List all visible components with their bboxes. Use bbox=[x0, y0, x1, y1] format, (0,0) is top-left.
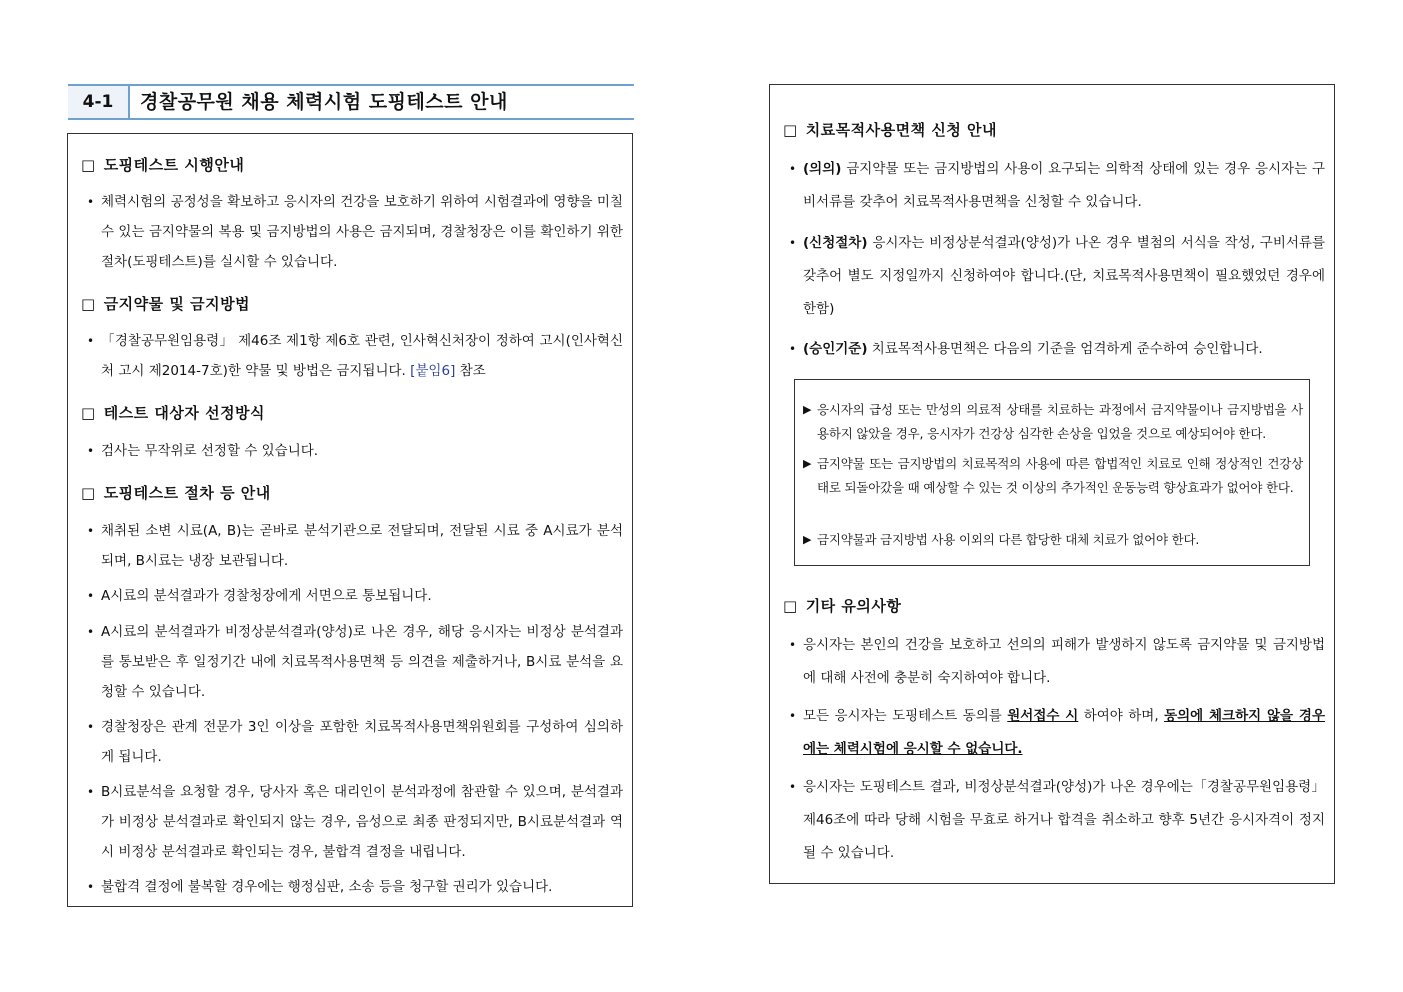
item-label: (의의) bbox=[803, 161, 842, 177]
checkbox-square-icon: □ bbox=[81, 295, 96, 313]
triangle-bullet-icon: ▶ bbox=[803, 457, 812, 470]
criteria-item: ▶ 응시자의 급성 또는 만성의 의료적 상태를 치료하는 과정에서 금지약물이나 금지방법을 사용하지 않았을 경우, 응시자가 건강상 심각한 손상을 입었을 것으로 예상되어야 한다. bbox=[803, 398, 1303, 446]
bullet-icon: • bbox=[87, 524, 95, 538]
list-item: • 응시자는 도핑테스트 결과, 비정상분석결과(양성)가 나온 경우에는「경찰공무원임용령」제46조에 따라 당해 시험을 무효로 하거나 합격을 취소하고 향후 5년간 응시자격이 정지 될 수 있습니다. bbox=[803, 771, 1325, 870]
attachment-reference: [붙임6] bbox=[410, 363, 456, 379]
emphasis-underline: 원서접수 시 bbox=[1007, 708, 1079, 724]
bullet-icon: • bbox=[789, 236, 797, 250]
list-item: • 체력시험의 공정성을 확보하고 응시자의 건강을 보호하기 위하여 시험결과에 영향을 미칠 수 있는 금지약물의 복용 및 금지방법의 사용은 금지되며, 경찰청장은 이를 확인하기 위한 절차(도핑테스트)를 실시할 수 있습니다. bbox=[101, 187, 623, 277]
criteria-item: ▶ 금지약물 또는 금지방법의 치료목적의 사용에 따른 합법적인 치료로 인해 정상적인 건강상태로 되돌아갔을 때 예상할 수 있는 것 이상의 추가적인 운동능력 향상효과가 없어야 한다. bbox=[803, 452, 1303, 500]
bullet-icon: • bbox=[87, 880, 95, 894]
list-item: • (의의) 금지약물 또는 금지방법의 사용이 요구되는 의학적 상태에 있는 경우 응시자는 구비서류를 갖추어 치료목적사용면책을 신청할 수 있습니다. bbox=[803, 153, 1325, 219]
bullet-icon: • bbox=[789, 780, 797, 794]
bullet-icon: • bbox=[789, 638, 797, 652]
bullet-icon: • bbox=[87, 720, 95, 734]
triangle-bullet-icon: ▶ bbox=[803, 533, 812, 546]
list-item: • 채취된 소변 시료(A, B)는 곧바로 분석기관으로 전달되며, 전달된 시료 중 A시료가 분석되며, B시료는 냉장 보관됩니다. bbox=[101, 516, 623, 576]
list-item: • 「경찰공무원임용령」 제46조 제1항 제6호 관련, 인사혁신처장이 정하여 고시(인사혁신처 고시 제2014-7호)한 약물 및 방법은 금지됩니다. [붙임6] 참조 bbox=[101, 326, 623, 386]
item-label: (승인기준) bbox=[803, 341, 868, 357]
checkbox-square-icon: □ bbox=[783, 597, 798, 615]
checkbox-square-icon: □ bbox=[81, 156, 96, 174]
bullet-icon: • bbox=[789, 342, 797, 356]
heading-tue-application: □ 치료목적사용면책 신청 안내 bbox=[783, 121, 998, 139]
list-item: • 모든 응시자는 도핑테스트 동의를 원서접수 시 하여야 하며, 동의에 체크하지 않을 경우에는 체력시험에 응시할 수 없습니다. bbox=[803, 700, 1325, 766]
checkbox-square-icon: □ bbox=[81, 404, 96, 422]
heading-prohibited-substances: □ 금지약물 및 금지방법 bbox=[81, 295, 251, 313]
checkbox-square-icon: □ bbox=[783, 121, 798, 139]
checkbox-square-icon: □ bbox=[81, 484, 96, 502]
list-item: • (승인기준) 치료목적사용면책은 다음의 기준을 엄격하게 준수하여 승인합니다. bbox=[803, 333, 1325, 366]
section-number: 4-1 bbox=[68, 86, 130, 118]
list-item: • 경찰청장은 관계 전문가 3인 이상을 포함한 치료목적사용면책위원회를 구성하여 심의하게 됩니다. bbox=[101, 712, 623, 772]
heading-test-selection: □ 테스트 대상자 선정방식 bbox=[81, 404, 266, 422]
item-label: (신청절차) bbox=[803, 235, 868, 251]
list-item: • (신청절차) 응시자는 비정상분석결과(양성)가 나온 경우 별첨의 서식을 작성, 구비서류를 갖추어 별도 지정일까지 신청하여야 합니다.(단, 치료목적사용면책이 필요했었던 경우에 한함) bbox=[803, 227, 1325, 326]
bullet-icon: • bbox=[87, 444, 95, 458]
section-title-bar bbox=[68, 84, 634, 120]
bullet-icon: • bbox=[87, 195, 95, 209]
emphasis-underline: 동의에 체크하지 않을 경우에는 체력시험에 응시할 수 없습니다. bbox=[803, 708, 1325, 757]
criteria-item: ▶ 금지약물과 금지방법 사용 이외의 다른 합당한 대체 치료가 없어야 한다. bbox=[803, 528, 1303, 552]
approval-criteria-box bbox=[794, 379, 1310, 566]
heading-doping-test-notice: □ 도핑테스트 시행안내 bbox=[81, 156, 245, 174]
bullet-icon: • bbox=[87, 625, 95, 639]
list-item: • 불합격 결정에 불복할 경우에는 행정심판, 소송 등을 청구할 권리가 있습니다. bbox=[101, 872, 623, 902]
triangle-bullet-icon: ▶ bbox=[803, 403, 812, 416]
bullet-icon: • bbox=[789, 162, 797, 176]
list-item: • B시료분석을 요청할 경우, 당사자 혹은 대리인이 분석과정에 참관할 수 있으며, 분석결과가 비정상 분석결과로 확인되지 않는 경우, 음성으로 최종 판정되지만, B시료분석결과 역시 비정상 분석결과로 확인되는 경우, 불합격 결정을 내립니다. bbox=[101, 777, 623, 867]
list-item: • 응시자는 본인의 건강을 보호하고 선의의 피해가 발생하지 않도록 금지약물 및 금지방법에 대해 사전에 충분히 숙지하여야 합니다. bbox=[803, 629, 1325, 695]
bullet-icon: • bbox=[87, 785, 95, 799]
bullet-icon: • bbox=[87, 334, 95, 348]
list-item: • A시료의 분석결과가 경찰청장에게 서면으로 통보됩니다. bbox=[101, 581, 623, 611]
right-panel bbox=[769, 84, 1335, 884]
page-title: 경찰공무원 채용 체력시험 도핑테스트 안내 bbox=[140, 91, 508, 113]
bullet-icon: • bbox=[789, 709, 797, 723]
left-panel bbox=[67, 133, 633, 907]
heading-test-procedure: □ 도핑테스트 절차 등 안내 bbox=[81, 484, 271, 502]
list-item: • 검사는 무작위로 선정할 수 있습니다. bbox=[101, 436, 623, 466]
bullet-icon: • bbox=[87, 589, 95, 603]
list-item: • A시료의 분석결과가 비정상분석결과(양성)로 나온 경우, 해당 응시자는 비정상 분석결과를 통보받은 후 일정기간 내에 치료목적사용면책 등 의견을 제출하거나, B시료 분석을 요청할 수 있습니다. bbox=[101, 617, 623, 707]
heading-other-notes: □ 기타 유의사항 bbox=[783, 597, 902, 615]
